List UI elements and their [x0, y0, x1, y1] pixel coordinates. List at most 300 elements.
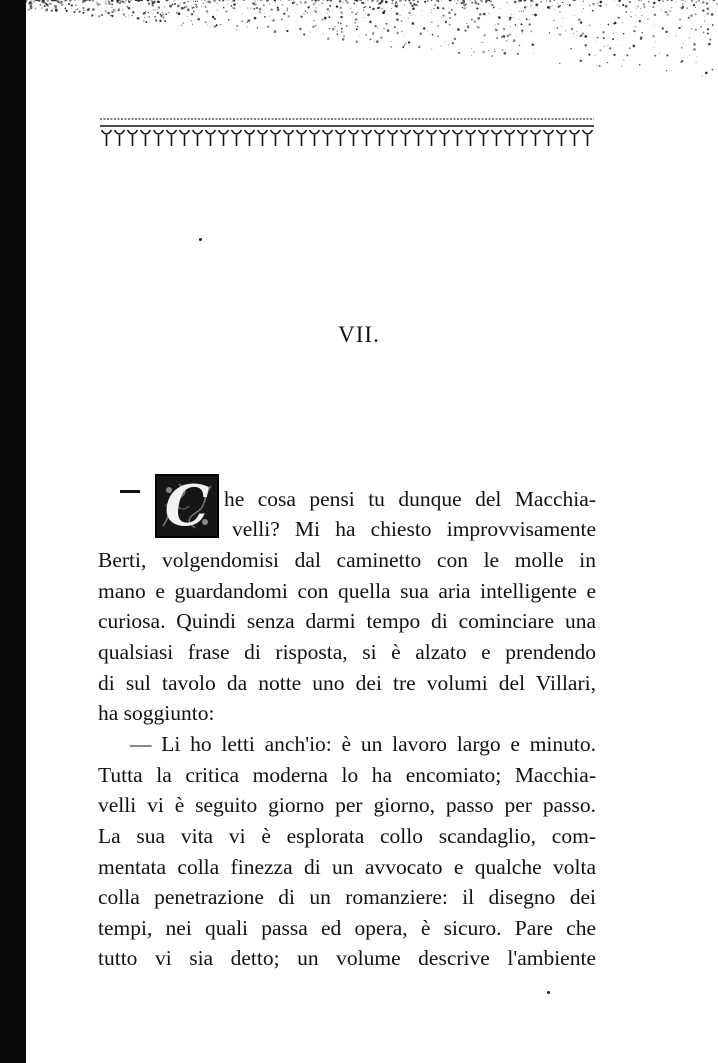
binding-edge	[0, 0, 26, 1063]
noise-speck	[497, 23, 499, 25]
noise-speck	[390, 46, 392, 48]
noise-speck	[606, 4, 607, 5]
noise-speck	[31, 1, 32, 2]
noise-speck	[635, 26, 636, 27]
noise-speck	[670, 0, 672, 1]
noise-speck	[115, 11, 116, 12]
noise-speck	[328, 16, 330, 18]
noise-speck	[594, 55, 595, 56]
noise-speck	[581, 11, 582, 12]
noise-speck	[516, 36, 517, 37]
noise-speck	[315, 11, 317, 13]
noise-speck	[491, 55, 493, 57]
noise-speck	[287, 15, 289, 17]
noise-speck	[454, 13, 456, 15]
noise-speck	[158, 6, 160, 8]
noise-speck	[423, 27, 426, 30]
noise-speck	[180, 3, 181, 4]
noise-speck	[44, 2, 45, 3]
noise-speck	[519, 19, 520, 20]
noise-speck	[61, 1, 62, 2]
noise-speck	[106, 1, 107, 2]
noise-speck	[233, 1, 235, 3]
noise-speck	[625, 5, 628, 8]
noise-speck	[204, 0, 205, 1]
noise-speck	[395, 3, 396, 4]
noise-speck	[607, 62, 608, 63]
noise-speck	[608, 24, 610, 26]
noise-speck	[401, 31, 403, 33]
noise-speck	[97, 4, 100, 7]
noise-speck	[471, 2, 473, 4]
noise-speck	[377, 28, 378, 29]
noise-speck	[192, 24, 193, 25]
text-line: he cosa pensi tu dunque del Macchia-	[224, 487, 596, 511]
noise-speck	[222, 0, 224, 2]
noise-speck	[441, 46, 442, 47]
noise-speck	[338, 22, 339, 23]
noise-speck	[343, 2, 344, 3]
noise-speck	[371, 18, 372, 19]
noise-speck	[159, 20, 161, 22]
noise-speck	[292, 2, 294, 4]
noise-speck	[449, 0, 451, 2]
noise-speck	[480, 42, 481, 43]
noise-speck	[370, 38, 372, 40]
noise-speck	[372, 32, 374, 34]
noise-speck	[383, 10, 385, 12]
noise-speck	[648, 1, 650, 3]
noise-speck	[169, 4, 170, 5]
noise-speck	[66, 10, 68, 12]
ornament-fleuron	[232, 130, 242, 146]
noise-speck	[462, 2, 464, 4]
noise-speck	[241, 20, 243, 22]
noise-speck	[562, 2, 563, 3]
noise-speck	[527, 6, 528, 7]
noise-speck	[196, 15, 197, 16]
noise-speck	[470, 0, 471, 1]
noise-speck	[569, 4, 571, 6]
noise-speck	[205, 21, 207, 23]
noise-speck	[457, 0, 458, 1]
noise-speck	[157, 12, 159, 14]
decorated-dropcap	[155, 474, 219, 538]
noise-speck	[362, 2, 364, 4]
noise-speck	[704, 20, 705, 21]
noise-speck	[619, 5, 620, 6]
noise-speck	[514, 1, 517, 4]
ornament-fleuron	[297, 130, 307, 146]
noise-speck	[549, 32, 550, 33]
noise-speck	[523, 10, 524, 11]
noise-speck	[576, 31, 577, 32]
noise-speck	[546, 0, 547, 1]
noise-speck	[214, 18, 216, 20]
noise-speck	[48, 6, 49, 7]
noise-speck	[693, 48, 696, 51]
noise-speck	[271, 9, 273, 11]
noise-speck	[355, 19, 356, 20]
noise-speck	[181, 7, 184, 10]
noise-speck	[554, 9, 555, 10]
noise-speck	[108, 1, 110, 3]
noise-speck	[495, 24, 496, 25]
noise-speck	[471, 19, 473, 21]
noise-speck	[535, 15, 536, 16]
noise-speck	[639, 20, 641, 22]
ornament-fleuron	[193, 130, 203, 146]
noise-speck	[437, 0, 439, 2]
noise-speck	[311, 0, 313, 1]
noise-speck	[640, 8, 641, 9]
noise-speck	[332, 12, 333, 13]
noise-speck	[176, 12, 177, 13]
ornament-fleuron	[557, 130, 567, 146]
noise-speck	[217, 10, 218, 11]
ornament-fleuron	[362, 130, 372, 146]
noise-speck	[690, 14, 693, 17]
noise-speck	[251, 7, 252, 8]
noise-speck	[46, 4, 49, 7]
noise-speck	[553, 20, 554, 21]
noise-speck	[681, 47, 683, 49]
noise-speck	[503, 35, 505, 37]
noise-speck	[434, 4, 436, 6]
noise-speck	[454, 0, 455, 1]
noise-speck	[152, 4, 154, 6]
noise-speck	[698, 0, 700, 2]
noise-speck	[248, 19, 250, 21]
noise-speck	[79, 12, 80, 13]
noise-speck	[242, 13, 243, 14]
noise-speck	[383, 28, 384, 29]
noise-speck	[675, 35, 676, 36]
noise-speck	[376, 40, 379, 43]
noise-speck	[188, 1, 189, 2]
ornament-fleuron	[414, 130, 424, 146]
noise-speck	[350, 8, 351, 9]
noise-speck	[108, 2, 111, 5]
noise-speck	[565, 30, 566, 31]
noise-speck	[275, 5, 276, 6]
noise-speck	[71, 5, 72, 6]
noise-speck	[490, 0, 492, 2]
noise-speck	[626, 11, 627, 12]
noise-speck	[236, 29, 237, 30]
noise-speck	[274, 30, 277, 33]
noise-speck	[533, 1, 534, 2]
ornament-fleuron	[531, 130, 541, 146]
noise-speck	[164, 6, 165, 7]
noise-speck	[498, 16, 501, 19]
noise-speck	[238, 0, 239, 1]
noise-speck	[105, 10, 106, 11]
noise-speck	[137, 17, 140, 20]
noise-speck	[341, 31, 343, 33]
noise-speck	[681, 26, 682, 27]
noise-speck	[524, 6, 526, 8]
noise-speck	[68, 3, 70, 5]
ornament-fleuron	[401, 130, 411, 146]
noise-speck	[437, 35, 438, 36]
noise-speck	[693, 4, 695, 6]
noise-speck	[264, 16, 266, 18]
noise-speck	[125, 0, 127, 2]
noise-speck	[496, 37, 498, 39]
noise-speck	[340, 12, 343, 15]
noise-speck	[162, 16, 164, 18]
noise-speck	[682, 3, 684, 5]
noise-speck	[553, 0, 554, 1]
noise-speck	[526, 18, 528, 20]
noise-speck	[47, 8, 48, 9]
noise-speck	[255, 1, 256, 2]
text-line: ha soggiunto:	[98, 701, 215, 725]
noise-speck	[617, 4, 618, 5]
noise-speck	[195, 4, 197, 6]
noise-speck	[432, 34, 434, 36]
opening-dash	[120, 490, 140, 493]
noise-speck	[476, 26, 477, 27]
noise-speck	[247, 7, 248, 8]
noise-speck	[661, 9, 662, 10]
noise-speck	[580, 34, 582, 36]
noise-speck	[592, 3, 595, 6]
noise-speck	[410, 2, 411, 3]
noise-speck	[421, 10, 422, 11]
noise-speck	[144, 17, 145, 18]
noise-speck	[445, 21, 447, 23]
ornament-fleuron	[544, 130, 554, 146]
noise-speck	[190, 20, 192, 22]
noise-speck	[454, 38, 457, 41]
noise-speck	[411, 5, 413, 7]
noise-speck	[700, 2, 701, 3]
noise-speck	[155, 19, 157, 21]
noise-speck	[351, 11, 353, 13]
noise-speck	[45, 2, 46, 3]
noise-speck	[365, 13, 366, 14]
noise-speck	[561, 26, 562, 27]
noise-speck	[396, 12, 399, 15]
noise-speck	[533, 53, 534, 54]
noise-speck	[30, 7, 32, 9]
noise-speck	[365, 2, 366, 3]
noise-speck	[449, 24, 451, 26]
noise-speck	[294, 2, 295, 3]
noise-speck	[681, 0, 683, 1]
noise-speck	[482, 51, 484, 53]
noise-speck	[167, 0, 169, 1]
noise-speck	[87, 9, 90, 12]
noise-speck	[280, 0, 281, 1]
noise-speck	[300, 16, 302, 18]
noise-speck	[218, 0, 220, 1]
noise-speck	[643, 3, 645, 5]
noise-speck	[342, 38, 345, 41]
noise-speck	[83, 12, 85, 14]
noise-speck	[559, 63, 560, 64]
noise-speck	[129, 17, 130, 18]
noise-speck	[685, 1, 686, 2]
noise-speck	[76, 8, 78, 10]
noise-speck	[504, 52, 507, 55]
noise-speck	[559, 11, 561, 13]
noise-speck	[75, 9, 76, 10]
noise-speck	[363, 17, 364, 18]
noise-speck	[471, 55, 472, 56]
noise-speck	[629, 1, 631, 3]
noise-speck	[431, 49, 432, 50]
noise-speck	[693, 10, 694, 11]
noise-speck	[340, 16, 342, 18]
noise-speck	[376, 26, 377, 27]
ornament-fleuron	[375, 130, 385, 146]
noise-speck	[510, 26, 511, 27]
noise-speck	[332, 10, 333, 11]
noise-speck	[299, 28, 301, 30]
noise-speck	[60, 13, 61, 14]
noise-speck	[463, 4, 466, 7]
noise-speck	[417, 0, 419, 2]
noise-speck	[399, 15, 400, 16]
noise-speck	[667, 14, 669, 16]
noise-speck	[357, 12, 358, 13]
noise-speck	[680, 7, 681, 8]
noise-speck	[416, 4, 417, 5]
noise-speck	[612, 38, 614, 40]
noise-speck	[584, 35, 587, 38]
noise-speck	[243, 0, 245, 1]
noise-speck	[130, 0, 132, 1]
noise-speck	[307, 12, 308, 13]
noise-speck	[315, 25, 316, 26]
noise-speck	[422, 16, 423, 17]
noise-speck	[707, 28, 709, 30]
ornament-fleuron	[440, 130, 450, 146]
ornament-fleuron	[518, 130, 528, 146]
noise-speck	[337, 30, 339, 32]
noise-speck	[622, 22, 623, 23]
text-line: mentata colla finezza di un avvocato e qualche volta	[98, 855, 596, 879]
noise-speck	[162, 12, 163, 13]
noise-speck	[163, 14, 164, 15]
noise-speck	[271, 20, 272, 21]
noise-speck	[259, 8, 262, 11]
noise-speck	[698, 6, 699, 7]
noise-speck	[464, 29, 466, 31]
noise-speck	[695, 1, 697, 3]
text-line: tempi, nei quali passa ed opera, è sicuro. Pare che	[98, 916, 596, 940]
noise-speck	[576, 35, 577, 36]
noise-speck	[51, 10, 53, 12]
noise-speck	[448, 7, 449, 8]
noise-speck	[488, 50, 489, 51]
noise-speck	[530, 0, 532, 2]
noise-speck	[315, 2, 316, 3]
noise-speck	[397, 33, 398, 34]
noise-speck	[117, 1, 119, 3]
noise-speck	[75, 0, 76, 1]
noise-speck	[45, 9, 48, 12]
noise-speck	[33, 6, 34, 7]
noise-speck	[374, 41, 375, 42]
noise-speck	[570, 48, 571, 49]
noise-speck	[264, 13, 265, 14]
noise-speck	[636, 8, 637, 9]
noise-speck	[705, 72, 708, 75]
noise-speck	[47, 9, 48, 10]
noise-speck	[509, 34, 511, 36]
noise-speck	[559, 34, 561, 36]
noise-speck	[210, 26, 211, 27]
noise-speck	[201, 0, 202, 1]
noise-speck	[270, 10, 271, 11]
noise-speck	[639, 64, 640, 65]
text-line: di sul tavolo da notte uno dei tre volumi del Villari,	[98, 671, 596, 695]
noise-speck	[123, 13, 125, 15]
noise-speck	[35, 8, 37, 10]
noise-speck	[309, 31, 310, 32]
noise-speck	[91, 14, 94, 17]
noise-speck	[583, 8, 584, 9]
noise-speck	[334, 26, 335, 27]
noise-speck	[133, 7, 134, 8]
noise-speck	[443, 15, 445, 17]
noise-speck	[119, 8, 120, 9]
noise-speck	[286, 9, 288, 11]
noise-speck	[491, 4, 493, 6]
noise-speck	[508, 39, 509, 40]
noise-speck	[257, 27, 258, 28]
noise-speck	[411, 22, 414, 25]
noise-speck	[409, 1, 410, 2]
noise-speck	[716, 3, 718, 5]
stray-dot	[199, 238, 202, 241]
noise-speck	[380, 36, 383, 39]
noise-speck	[214, 25, 216, 27]
noise-speck	[118, 9, 120, 11]
noise-speck	[31, 0, 32, 1]
noise-speck	[623, 33, 625, 35]
noise-speck	[71, 0, 72, 1]
noise-speck	[686, 7, 688, 9]
text-line: — Li ho letti anch'io: è un lavoro largo e minuto.	[130, 732, 596, 756]
ornament-fleuron	[206, 130, 216, 146]
noise-speck	[111, 0, 114, 2]
noise-speck	[327, 37, 330, 40]
noise-speck	[462, 7, 463, 8]
ornament-fleuron	[323, 130, 333, 146]
noise-speck	[601, 24, 602, 25]
noise-speck	[354, 0, 355, 1]
noise-speck	[85, 1, 86, 2]
noise-speck	[530, 30, 532, 32]
noise-speck	[153, 14, 154, 15]
ornament-fleuron	[154, 130, 164, 146]
ornament-fleuron	[479, 130, 489, 146]
noise-speck	[223, 7, 225, 9]
noise-speck	[267, 26, 269, 28]
noise-speck	[158, 1, 160, 3]
noise-speck	[356, 28, 358, 30]
ornament-fleuron	[505, 130, 515, 146]
noise-speck	[178, 12, 181, 15]
noise-speck	[705, 16, 706, 17]
noise-speck	[698, 8, 699, 9]
noise-speck	[46, 0, 49, 2]
